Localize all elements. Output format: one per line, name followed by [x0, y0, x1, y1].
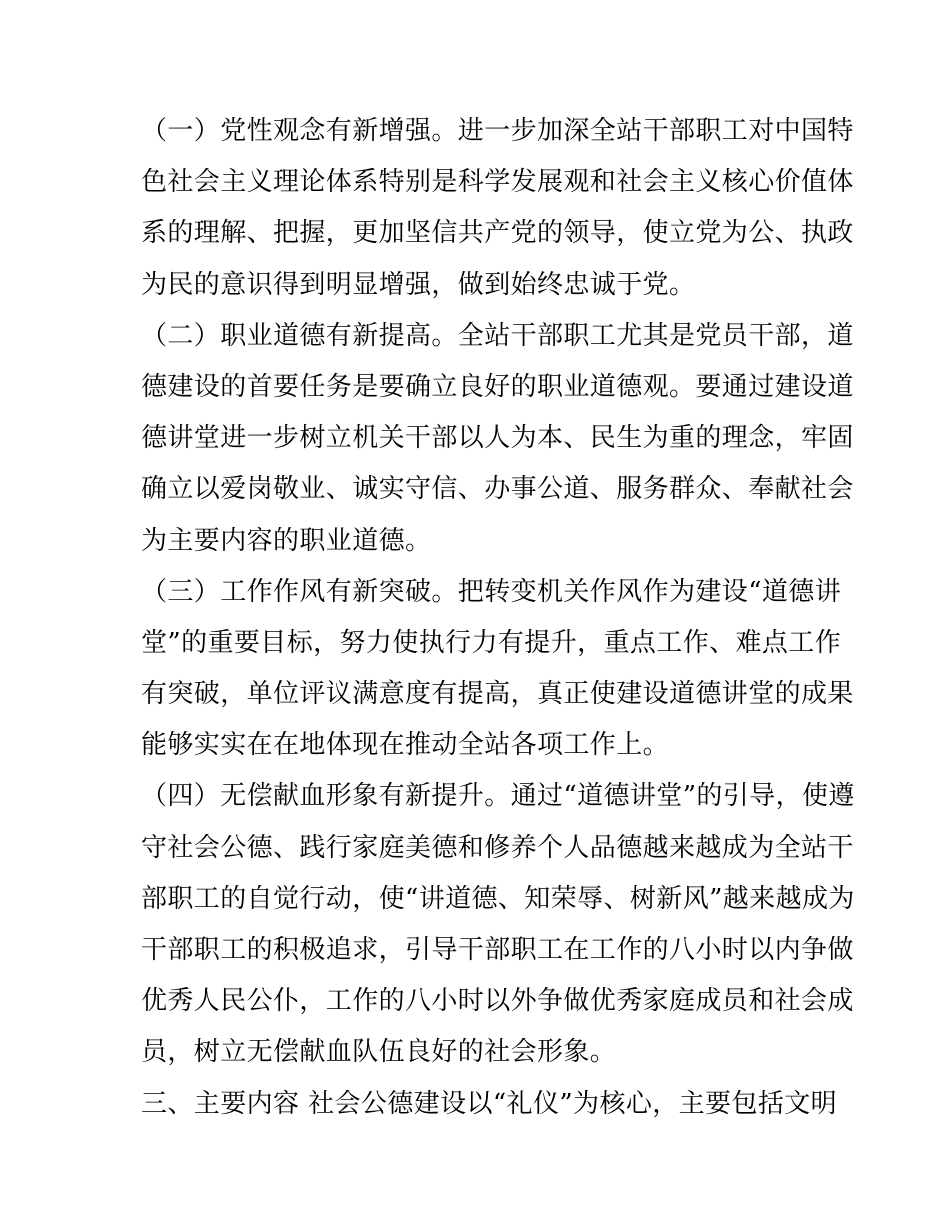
text-line: 员，树立无偿献血队伍良好的社会形象。 — [141, 1037, 617, 1068]
text-line: 堂”的重要目标，努力使执行力有提升，重点工作、难点工作 — [141, 627, 842, 658]
text-line: （一）党性观念有新增强。进一步加深全站干部职工对中国特 — [141, 116, 854, 146]
text-line: 确立以爱岗敬业、诚实守信、办事公道、服务群众、奉献社会 — [141, 474, 854, 505]
text-line: 有突破，单位评议满意度有提高，真正使建设道德讲堂的成果 — [141, 679, 854, 710]
document-body — [141, 106, 855, 1130]
text-line: 部职工的自觉行动，使“讲道德、知荣辱、树新风”越来越成为 — [141, 883, 855, 914]
text-line: 色社会主义理论体系特别是科学发展观和社会主义核心价值体 — [141, 167, 854, 198]
text-line: 德建设的首要任务是要确立良好的职业道德观。要通过建设道 — [141, 371, 854, 402]
text-line: 为主要内容的职业道德。 — [141, 525, 432, 556]
text-line: （二）职业道德有新提高。全站干部职工尤其是党员干部，道 — [141, 320, 854, 351]
text-line: 能够实实在在地体现在推动全站各项工作上。 — [141, 730, 670, 761]
text-line: 三、主要内容 社会公德建设以“礼仪”为核心，主要包括文明 — [141, 1088, 838, 1119]
text-line: 德讲堂进一步树立机关干部以人为本、民生为重的理念，牢固 — [141, 423, 854, 454]
text-line: 干部职工的积极追求，引导干部职工在工作的八小时以内争做 — [141, 935, 854, 965]
text-line: 优秀人民公仆，工作的八小时以外争做优秀家庭成员和社会成 — [141, 986, 854, 1017]
text-line: （四）无偿献血形象有新提升。通过“道德讲堂”的引导，使遵 — [141, 781, 855, 812]
text-line: 为民的意识得到明显增强，做到始终忠诚于党。 — [141, 269, 696, 300]
text-line: 守社会公德、践行家庭美德和修养个人品德越来越成为全站干 — [141, 832, 854, 863]
text-line: 系的理解、把握，更加坚信共产党的领导，使立党为公、执政 — [141, 218, 854, 249]
text-line: （三）工作作风有新突破。把转变机关作风作为建设“道德讲 — [141, 576, 842, 607]
